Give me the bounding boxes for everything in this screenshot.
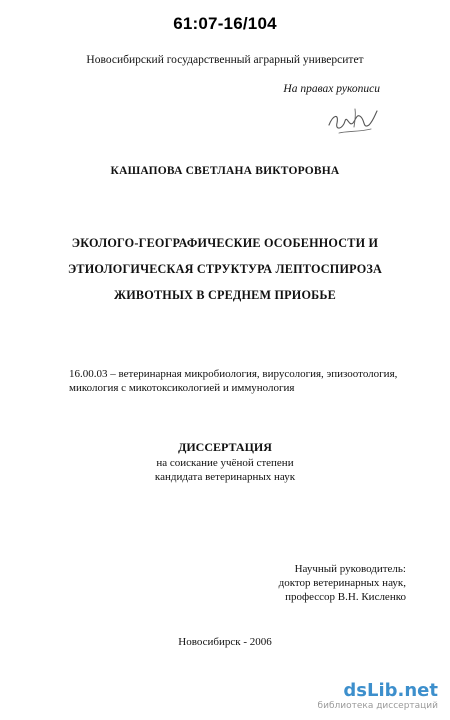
degree-line: кандидата ветеринарных наук	[154, 471, 296, 483]
scientific-supervisor	[279, 562, 406, 604]
specialty-line: 16.00.03 – ветеринарная микробиология, вирусология, эпизоотология,	[69, 368, 398, 380]
title-line: ЭТИОЛОГИЧЕСКАЯ СТРУКТУРА ЛЕПТОСПИРОЗА	[67, 262, 383, 276]
handwritten-signature	[325, 103, 385, 139]
title-line: ЭКОЛОГО-ГЕОГРАФИЧЕСКИЕ ОСОБЕННОСТИ И	[71, 236, 379, 250]
university-name: Новосибирский государственный аграрный университет	[86, 54, 364, 66]
dissertation-title	[0, 230, 450, 308]
degree-info	[0, 456, 450, 484]
author-name: КАШАПОВА СВЕТЛАНА ВИКТОРОВНА	[110, 165, 340, 177]
logo-main: Lib.net	[367, 680, 438, 701]
manuscript-rights-note: На правах рукописи	[283, 83, 380, 95]
logo-prefix: ds	[343, 680, 367, 701]
city-year: Новосибирск - 2006	[178, 636, 272, 648]
watermark-subtitle: библиотека диссертаций	[317, 701, 438, 711]
title-line: ЖИВОТНЫХ В СРЕДНЕМ ПРИОБЬЕ	[114, 288, 336, 302]
degree-line: на соискание учёной степени	[156, 457, 294, 469]
supervisor-line: Научный руководитель:	[294, 563, 406, 575]
specialty-code	[69, 367, 409, 395]
supervisor-line: доктор ветеринарных наук,	[278, 577, 406, 589]
specialty-line: микология с микотоксикологией и иммунология	[69, 382, 295, 394]
dslib-watermark[interactable]	[318, 681, 438, 712]
catalog-number: 61:07-16/104	[173, 14, 277, 33]
dissertation-heading: ДИССЕРТАЦИЯ	[178, 440, 272, 454]
supervisor-line: профессор В.Н. Кисленко	[285, 591, 406, 603]
dslib-logo	[318, 681, 438, 701]
